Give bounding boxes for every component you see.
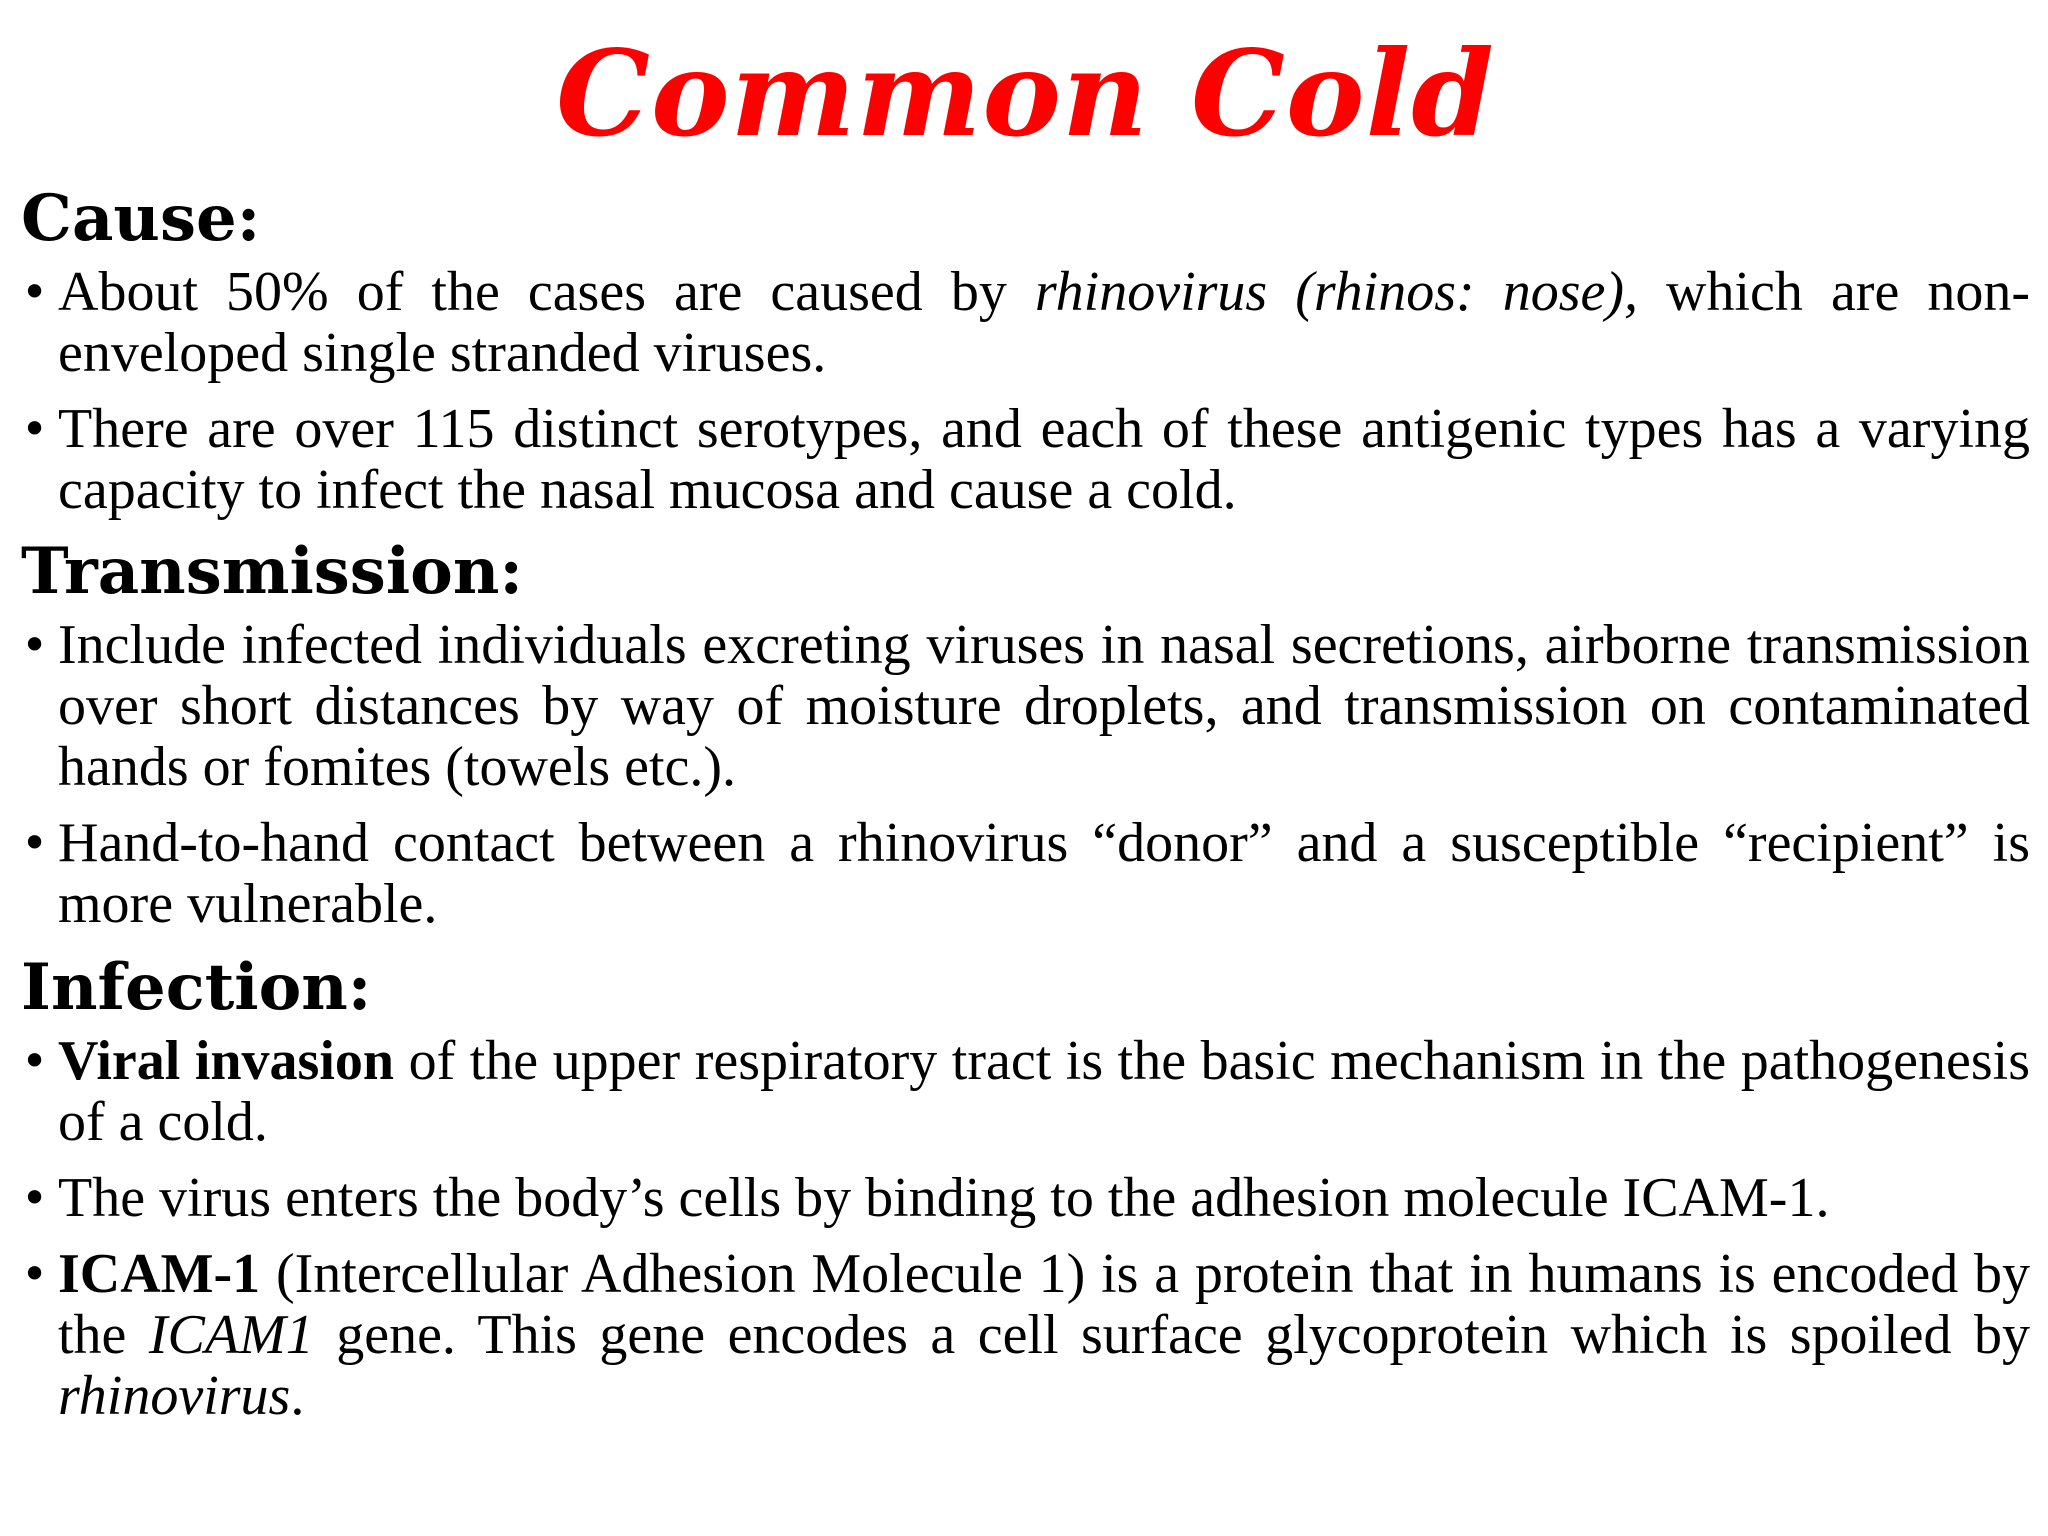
- cause-heading: Cause:: [21, 181, 261, 256]
- cause-bullet-serotypes: [21, 399, 2030, 521]
- bullet-icon: •: [21, 816, 49, 870]
- bullet-text: of the upper respiratory tract is the basic mechanism in the pathogenesis of a cold.: [58, 1030, 2030, 1153]
- infection-section: [21, 949, 2030, 1427]
- bullet-icon: •: [21, 265, 49, 319]
- bullet-icon: •: [21, 1247, 49, 1301]
- bullet-text-italic: ICAM1: [148, 1304, 314, 1366]
- bullet-icon: •: [21, 402, 49, 456]
- bullet-text: The virus enters the body’s cells by binding to the adhesion molecule ICAM-1.: [58, 1167, 1830, 1229]
- cause-bullet-rhinovirus: [21, 262, 2030, 384]
- bullet-text-bold: ICAM-1: [58, 1243, 261, 1305]
- transmission-heading: Transmission:: [21, 534, 523, 609]
- bullet-text: Hand-to-hand contact between a rhinovirus “donor” and a susceptible “recipient” is more vulnerable.: [58, 812, 2030, 935]
- infection-bullet-icam-definition: [21, 1244, 2030, 1427]
- bullet-text: gene. This gene encodes a cell surface glycoprotein which is spoiled by: [313, 1304, 2030, 1366]
- bullet-icon: •: [21, 618, 49, 672]
- infection-bullet-viral-invasion: [21, 1031, 2030, 1153]
- bullet-text: There are over 115 distinct serotypes, and each of these antigenic types has a varying capacity to infect the nasal mucosa and cause a cold.: [58, 398, 2030, 521]
- page-title: Common Cold: [556, 24, 1495, 163]
- infection-bullet-icam-binding: [21, 1168, 2030, 1229]
- transmission-section: [21, 533, 2030, 935]
- bullet-icon: •: [21, 1034, 49, 1088]
- transmission-bullet-routes: [21, 615, 2030, 798]
- infection-heading: Infection:: [21, 950, 372, 1025]
- transmission-bullet-hand-contact: [21, 813, 2030, 935]
- bullet-text-bold: Viral invasion: [58, 1030, 395, 1092]
- bullet-icon: •: [21, 1171, 49, 1225]
- bullet-text: Include infected individuals excreting viruses in nasal secretions, airborne transmission over short distances by way of moisture droplets, and transmission on contaminated hands or fomites (towels etc.).: [58, 614, 2030, 798]
- transmission-bullet-list: [21, 615, 2030, 935]
- cause-bullet-list: [21, 262, 2030, 521]
- infection-bullet-list: [21, 1031, 2030, 1427]
- cause-section: [21, 180, 2030, 521]
- bullet-text: which are non-enveloped single stranded viruses.: [58, 261, 2030, 384]
- bullet-text-italic: rhinovirus: [58, 1365, 291, 1427]
- bullet-text-italic: rhinovirus (rhinos: nose),: [1034, 261, 1639, 323]
- bullet-text: (Intercellular Adhesion Molecule 1) is a protein that in humans is encoded by the: [58, 1243, 2030, 1366]
- bullet-text: .: [290, 1365, 305, 1427]
- bullet-text: About 50% of the cases are caused by: [58, 261, 1035, 323]
